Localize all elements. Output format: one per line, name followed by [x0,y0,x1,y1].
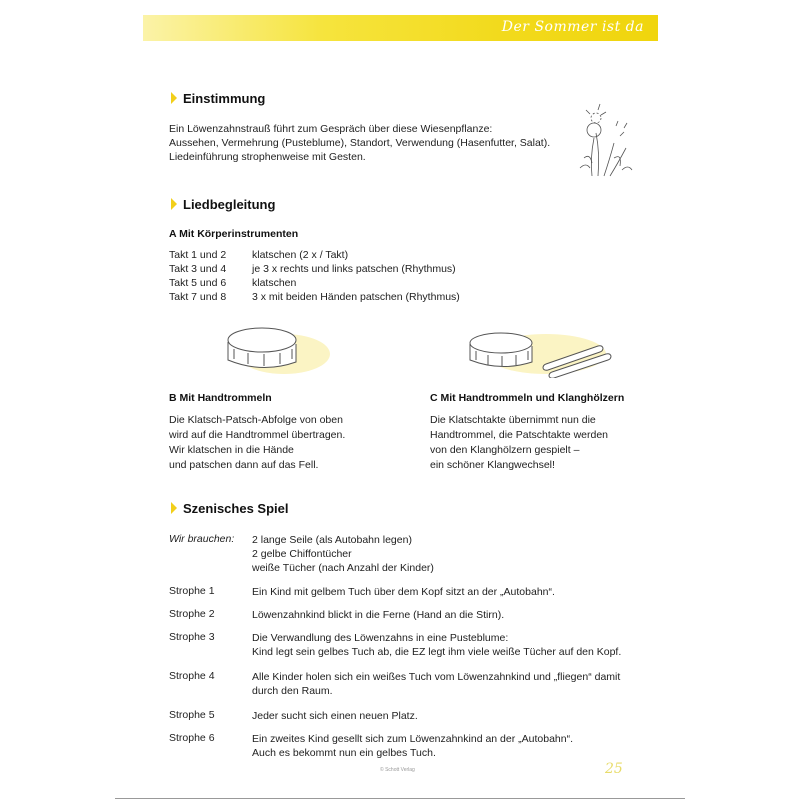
header-banner [143,15,658,41]
text-line: und patschen dann auf das Fell. [169,459,319,471]
text-line: von den Klanghölzern gespielt – [430,444,580,456]
text-line: Liedeinführung strophenweise mit Gesten. [169,151,366,163]
subsection-c-title: C Mit Handtrommeln und Klanghölzern [430,392,625,404]
strophe-text: Auch es bekommt nun ein gelbes Tuch. [252,747,436,759]
strophe-label: Strophe 6 [169,732,215,744]
text-line: Die Klatsch-Patsch-Abfolge von oben [169,414,343,426]
takt-label: Takt 5 und 6 [169,277,227,289]
strophe-label: Strophe 5 [169,709,215,721]
strophe-label: Strophe 2 [169,608,215,620]
strophe-text: Löwenzahnkind blickt in die Ferne (Hand an die Stirn). [252,609,505,621]
einstimmung-text [169,122,550,164]
subsection-a-title: A Mit Körperinstrumenten [169,228,299,240]
needs-list [252,533,434,575]
subsection-c-text [430,413,608,473]
text-line: ein schöner Klangwechsel! [430,459,555,471]
takt-value: klatschen (2 x / Takt) [252,249,349,261]
needs-item: 2 lange Seile (als Autobahn legen) [252,534,412,546]
text-line: Handtrommel, die Patschtakte werden [430,429,609,441]
publisher-credit: © Schott Verlag [380,767,415,773]
header-title: Der Sommer ist da [501,19,644,35]
text-line: Aussehen, Vermehrung (Pusteblume), Standort, Verwendung (Hasenfutter, Salat). [169,137,551,149]
page-number: 25 [605,761,623,777]
text-line: Die Klatschtakte übernimmt nun die [430,414,596,426]
strophe-text: Jeder sucht sich einen neuen Platz. [252,710,418,722]
text-line: wird auf die Handtrommel übertragen. [169,429,346,441]
strophe-label: Strophe 4 [169,670,215,682]
strophe-text: Alle Kinder holen sich ein weißes Tuch vom Löwenzahnkind und „fliegen“ damit [252,671,621,683]
strophe-label: Strophe 3 [169,631,215,643]
takt-label: Takt 3 und 4 [169,263,227,275]
strophe-text: Ein Kind mit gelbem Tuch über dem Kopf sitzt an der „Autobahn“. [252,586,555,598]
hand-drum-illustration [222,322,332,377]
section-arrow-icon [171,502,177,514]
needs-label: Wir brauchen: [169,533,235,545]
takt-value: 3 x mit beiden Händen patschen (Rhythmus) [252,291,460,303]
section-title-einstimmung: Einstimmung [183,91,266,106]
strophe-text: Kind legt sein gelbes Tuch ab, die EZ legt ihm viele weiße Tücher auf den Kopf. [252,646,622,658]
strophe-text: Die Verwandlung des Löwenzahns in eine Pusteblume: [252,632,509,644]
section-arrow-icon [171,198,177,210]
needs-item: weiße Tücher (nach Anzahl der Kinder) [252,562,434,574]
text-line: Wir klatschen in die Hände [169,444,294,456]
dandelion-illustration [570,98,640,178]
takt-value: je 3 x rechts und links patschen (Rhythmus) [252,263,456,275]
bottom-divider [115,798,685,799]
strophe-label: Strophe 1 [169,585,215,597]
strophe-text: Ein zweites Kind gesellt sich zum Löwenzahnkind an der „Autobahn“. [252,733,574,745]
text-line: Ein Löwenzahnstrauß führt zum Gespräch über diese Wiesenpflanze: [169,123,493,135]
strophe-text: durch den Raum. [252,685,333,697]
drum-and-claves-illustration [466,328,616,378]
section-title-szenisches-spiel: Szenisches Spiel [183,501,289,516]
takt-label: Takt 1 und 2 [169,249,227,261]
takt-label: Takt 7 und 8 [169,291,227,303]
needs-item: 2 gelbe Chiffontücher [252,548,352,560]
section-title-liedbegleitung: Liedbegleitung [183,197,276,212]
subsection-b-text [169,413,345,473]
takt-value: klatschen [252,277,297,289]
subsection-b-title: B Mit Handtrommeln [169,392,272,404]
section-arrow-icon [171,92,177,104]
